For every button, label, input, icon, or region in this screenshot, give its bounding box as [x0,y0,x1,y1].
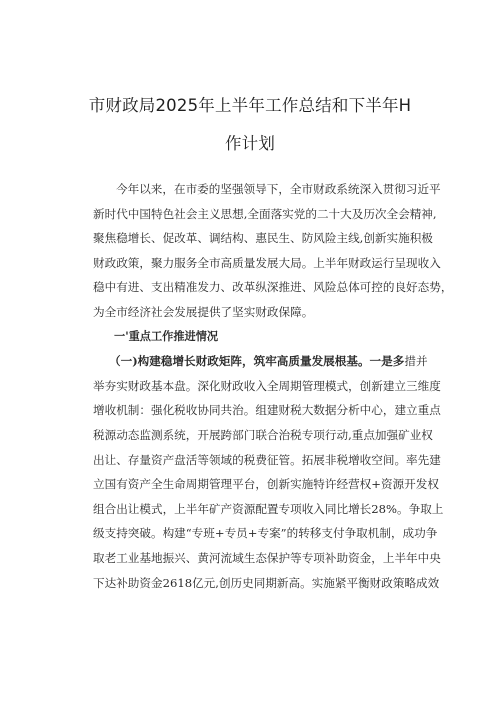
subsection-lead-tail: 措并 [404,354,428,369]
document-body [93,177,453,595]
paragraph-line: 组合出让模式，上半年矿产资源配置专项收入同比增长28%。争取上 [93,501,444,516]
subsection-paragraph [93,349,444,595]
document-title-line-2: 作计划 [224,134,276,153]
paragraph-line: 新时代中国特色社会主义思想,全面落实党的二十大及历次全会精神, [93,206,437,221]
paragraph-line: 增收机制：强化税收协同共治。组建财税大数据分析中心，建立重点 [93,403,441,418]
paragraph-line: 今年以来，在市委的坚强领导下，全市财政系统深入贯彻习近平 [116,182,441,196]
intro-paragraph [93,177,453,325]
paragraph-line: 立国有资产全生命周期管理平台，创新实施特许经营权+资源开发权 [93,477,439,492]
paragraph-line: 举夯实财政基本盘。深化财政收入全周期管理模式，创新建立三维度 [93,378,441,393]
paragraph-line: 级支持突破。构建“专班+专员+专案”的转移支付争取机制，成功争 [93,526,438,541]
subsection-lead: （一)构建稳增长财政矩阵，筑牢高质量发展根基。一是多 [109,354,405,369]
paragraph-line: 取老工业基地振兴、黄河流域生态保护等专项补助资金，上半年中央 [93,550,441,565]
paragraph-line: 聚焦稳增长、促改革、调结构、惠民生、防风险主线,创新实施积极 [93,231,433,246]
paragraph-line [93,349,428,374]
section-heading: 一'重点工作推进情况 [114,329,219,343]
paragraph-line: 税源动态监测系统，开展跨部门联合治税专项行动,重点加强矿业权 [93,427,433,442]
paragraph-line: 下达补助资金2618亿元,创历史同期新高。实施紧平衡财政策略成效 [93,575,440,590]
paragraph-line: 为全市经济社会发展提供了坚实财政保障。 [93,304,314,319]
document-title-line-1: 市财政局2025年上半年工作总结和下半年H [88,96,412,115]
paragraph-line: 出让、存量资产盘活等领域的税费征管。拓展非税增收空间。率先建 [93,452,441,467]
paragraph-line: 稳中有进、支出精准发力、改革纵深推进、风险总体可控的良好态势， [93,280,453,295]
paragraph-line: 财政政策，聚力服务全市高质量发展大局。上半年财政运行呈现收入 [93,255,441,270]
